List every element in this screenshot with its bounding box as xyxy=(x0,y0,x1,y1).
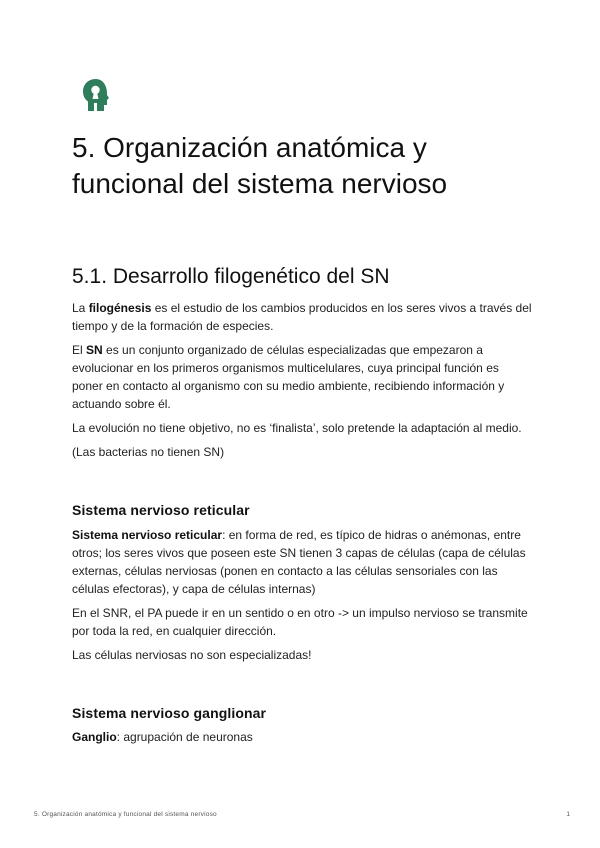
paragraph-sn xyxy=(72,341,532,413)
paragraph-ganglio-def xyxy=(72,728,532,746)
text: es un conjunto organizado de células especializadas que empezaron a evolucionar en los primeros organismos multicelulares, cuya principal función es poner en contacto al organismo con su medio ambiente, recibiendo información y actuando sobre él. xyxy=(72,343,505,411)
subsection-heading-reticular: Sistema nervioso reticular xyxy=(72,502,250,518)
section-heading: 5.1. Desarrollo filogenético del SN xyxy=(72,265,390,288)
paragraph-reticular-def xyxy=(72,526,532,598)
subsection-heading-ganglionar: Sistema nervioso ganglionar xyxy=(72,705,267,721)
term-ganglio: Ganglio xyxy=(72,730,117,744)
text: : en forma de red, es típico de hidras o anémonas, entre otros; los seres vivos que poseen este SN tienen 3 capas de células (capa de células externas, células nerviosas (ponen en contacto a las células sensoriales con las células efectoras), y capa de células internas) xyxy=(72,528,526,596)
paragraph-bacterias: (Las bacterias no tienen SN) xyxy=(72,445,225,459)
term-filogenesis: filogénesis xyxy=(88,301,152,315)
text: es el estudio de los cambios producidos en los seres vivos a través del tiempo y de la formación de especies. xyxy=(72,301,532,333)
text: El xyxy=(72,343,87,357)
text: La xyxy=(72,301,89,315)
page-title: 5. Organización anatómica y funcional del sistema nervioso xyxy=(72,132,448,199)
page-number: 1 xyxy=(566,811,570,818)
term-sn: SN xyxy=(86,343,103,357)
paragraph-snr: En el SNR, el PA puede ir en un sentido o en otro -> un impulso nervioso se transmite por toda la red, en cualquier dirección. xyxy=(72,606,528,638)
term-reticular: Sistema nervioso reticular xyxy=(72,528,223,542)
paragraph-filogenesis xyxy=(72,299,532,335)
text: : agrupación de neuronas xyxy=(116,730,253,744)
paragraph-evolucion: La evolución no tiene objetivo, no es ‘finalista’, solo pretende la adaptación al medio. xyxy=(72,421,522,435)
paragraph-no-especializadas: Las células nerviosas no son especializadas! xyxy=(72,648,312,662)
footer-title: 5. Organización anatómica y funcional del sistema nervioso xyxy=(34,811,217,818)
head-keyhole-icon xyxy=(82,78,110,112)
